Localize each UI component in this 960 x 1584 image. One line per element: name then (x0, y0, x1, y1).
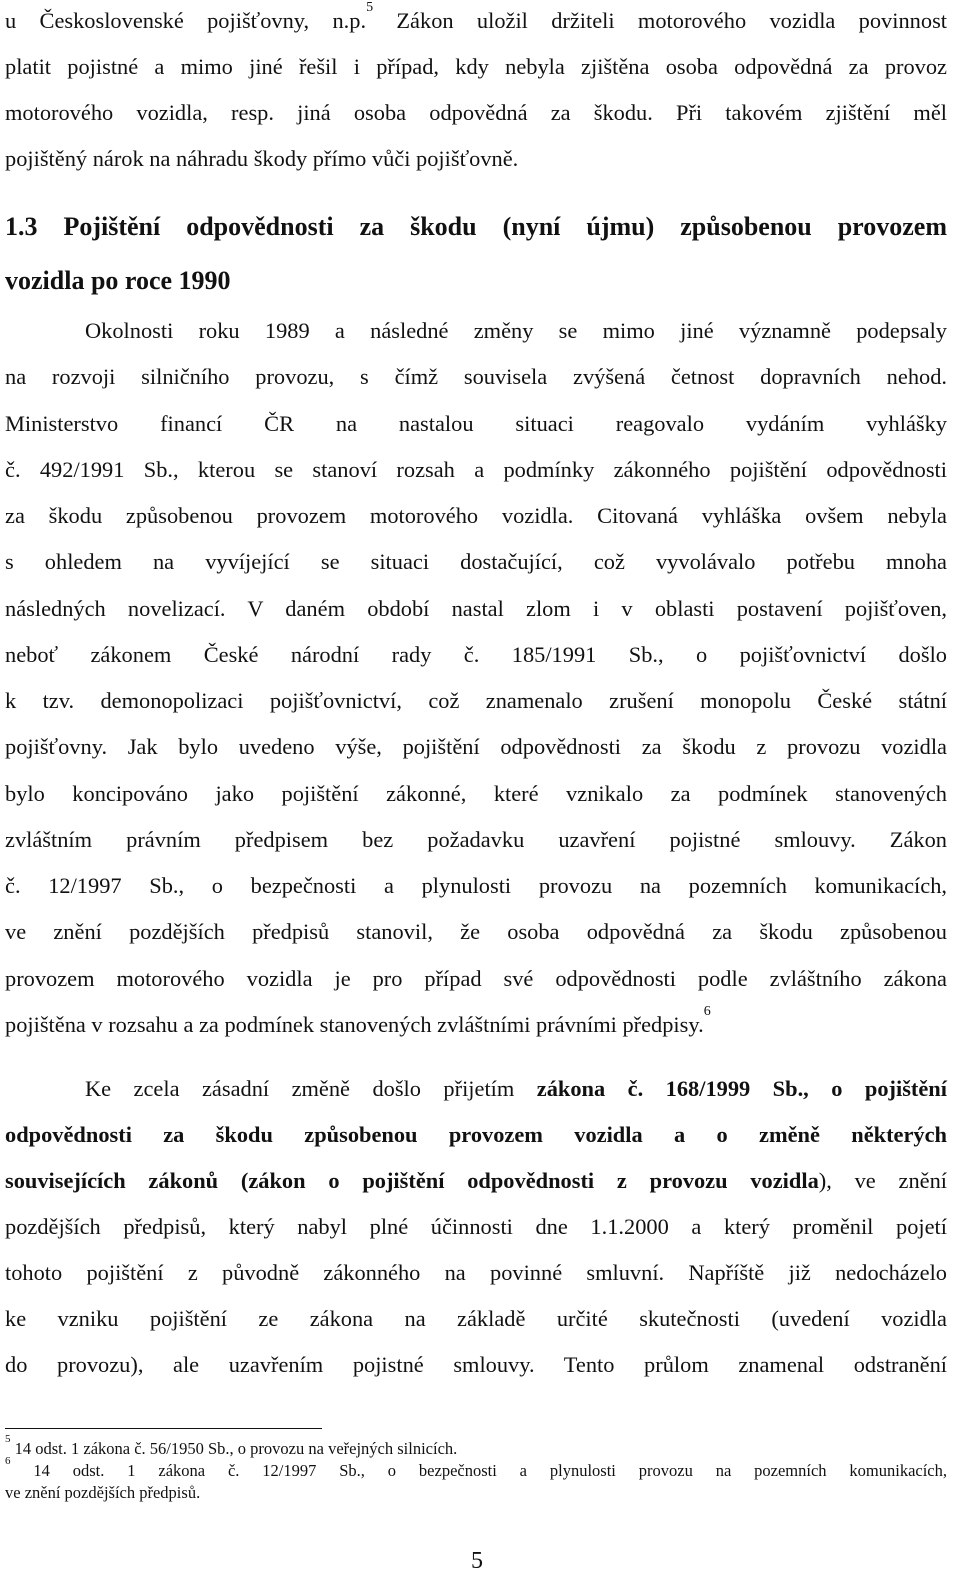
text-line: do provozu), ale uzavřením pojistné smlouvy. Tento průlom znamenal odstranění (5, 1352, 947, 1377)
text-line: s ohledem na vyvíjející se situaci dostačující, což vyvolávalo potřebu mnoha (5, 549, 947, 574)
footnote-text: 14 odst. 1 zákona č. 56/1950 Sb., o provozu na veřejných silnicích. (10, 1439, 458, 1458)
text-line (5, 1166, 947, 1196)
text-line: ke vzniku pojištění ze zákona na základě určité skutečnosti (uvedení vozidla (5, 1306, 947, 1331)
text-line: provozem motorového vozidla je pro případ své odpovědnosti podle zvláštního zákona (5, 966, 947, 991)
text-line: platit pojistné a mimo jiné řešil i případ, kdy nebyla zjištěna osoba odpovědná za provoz (5, 54, 947, 79)
text-line (5, 1003, 947, 1040)
text-line: tohoto pojištění z původně zákonného na povinné smluvní. Napříště již nedocházelo (5, 1260, 947, 1285)
footnote-number: 5 (5, 1432, 11, 1445)
footnote-text: 14 odst. 1 zákona č. 12/1997 Sb., o bezpečnosti a plynulosti provozu na pozemních komunikacích, (33, 1461, 947, 1480)
text-line: Okolnosti roku 1989 a následné změny se mimo jiné významně podepsaly (85, 318, 947, 343)
text-line: pozdějších předpisů, který nabyl plné účinnosti dne 1.1.2000 a který proměnil pojetí (5, 1214, 947, 1239)
footnote-number: 6 (5, 1454, 11, 1467)
text-line: zvláštním právním předpisem bez požadavku uzavření pojistné smlouvy. Zákon (5, 827, 947, 852)
footnote-ref[interactable]: 6 (703, 1003, 711, 1019)
text-span: pojištěna v rozsahu a za podmínek stanovených zvláštními právními předpisy. (5, 1012, 704, 1037)
text-line: následných novelizací. V daném období nastal zlom i v oblasti postavení pojišťoven, (5, 596, 947, 621)
footnote-6-continued: ve znění pozdějších předpisů. (5, 1483, 201, 1502)
text-line: ve znění pozdějších předpisů stanovil, že osoba odpovědná za škodu způsobenou (5, 919, 947, 944)
text-line: Ministerstvo financí ČR na nastalou situaci reagovalo vydáním vyhlášky (5, 411, 947, 436)
text-line: k tzv. demonopolizaci pojišťovnictví, což znamenalo zrušení monopolu České státní (5, 688, 947, 713)
text-span: Ke zcela zásadní změně došlo přijetím (85, 1076, 537, 1101)
footnote-divider (5, 1428, 322, 1429)
heading-line: vozidla po roce 1990 (5, 266, 231, 295)
text-line: pojišťovny. Jak bylo uvedeno výše, pojištění odpovědnosti za škodu z provozu vozidla (5, 734, 947, 759)
text-span: ), ve znění (818, 1168, 948, 1193)
text-line: na rozvoji silničního provozu, s čímž souvisela zvýšená četnost dopravních nehod. (5, 364, 947, 389)
text-span: u Československé pojišťovny, n.p. (5, 8, 367, 33)
text-line (85, 1074, 947, 1104)
bold-span: souvisejících zákonů (zákon o pojištění odpovědnosti z provozu vozidla (5, 1168, 819, 1193)
text-line: bylo koncipováno jako pojištění zákonné, které vznikalo za podmínek stanovených (5, 781, 947, 806)
text-line: č. 492/1991 Sb., kterou se stanoví rozsah a podmínky zákonného pojištění odpovědnosti (5, 457, 947, 482)
text-line: pojištěný nárok na náhradu škody přímo vůči pojišťovně. (5, 146, 519, 171)
footnote-ref[interactable]: 5 (366, 0, 374, 15)
text-line: za škodu způsobenou provozem motorového vozidla. Citovaná vyhláška ovšem nebyla (5, 503, 947, 528)
page-number: 5 (471, 1548, 483, 1574)
footnote-5 (5, 1432, 947, 1460)
text-span: Zákon uložil držiteli motorového vozidla povinnost (373, 8, 947, 33)
text-line: č. 12/1997 Sb., o bezpečnosti a plynulosti provozu na pozemních komunikacích, (5, 873, 947, 898)
text-line: motorového vozidla, resp. jiná osoba odpovědná za škodu. Při takovém zjištění měl (5, 100, 947, 125)
heading-line: 1.3 Pojištění odpovědnosti za škodu (nyní újmu) způsobenou provozem (5, 212, 947, 241)
text-line: odpovědnosti za škodu způsobenou provozem vozidla a o změně některých (5, 1122, 947, 1147)
footnote-6 (5, 1454, 947, 1482)
text-line: neboť zákonem České národní rady č. 185/1991 Sb., o pojišťovnictví došlo (5, 642, 947, 667)
text-line (5, 0, 947, 36)
bold-span: zákona č. 168/1999 Sb., o pojištění (536, 1076, 947, 1101)
